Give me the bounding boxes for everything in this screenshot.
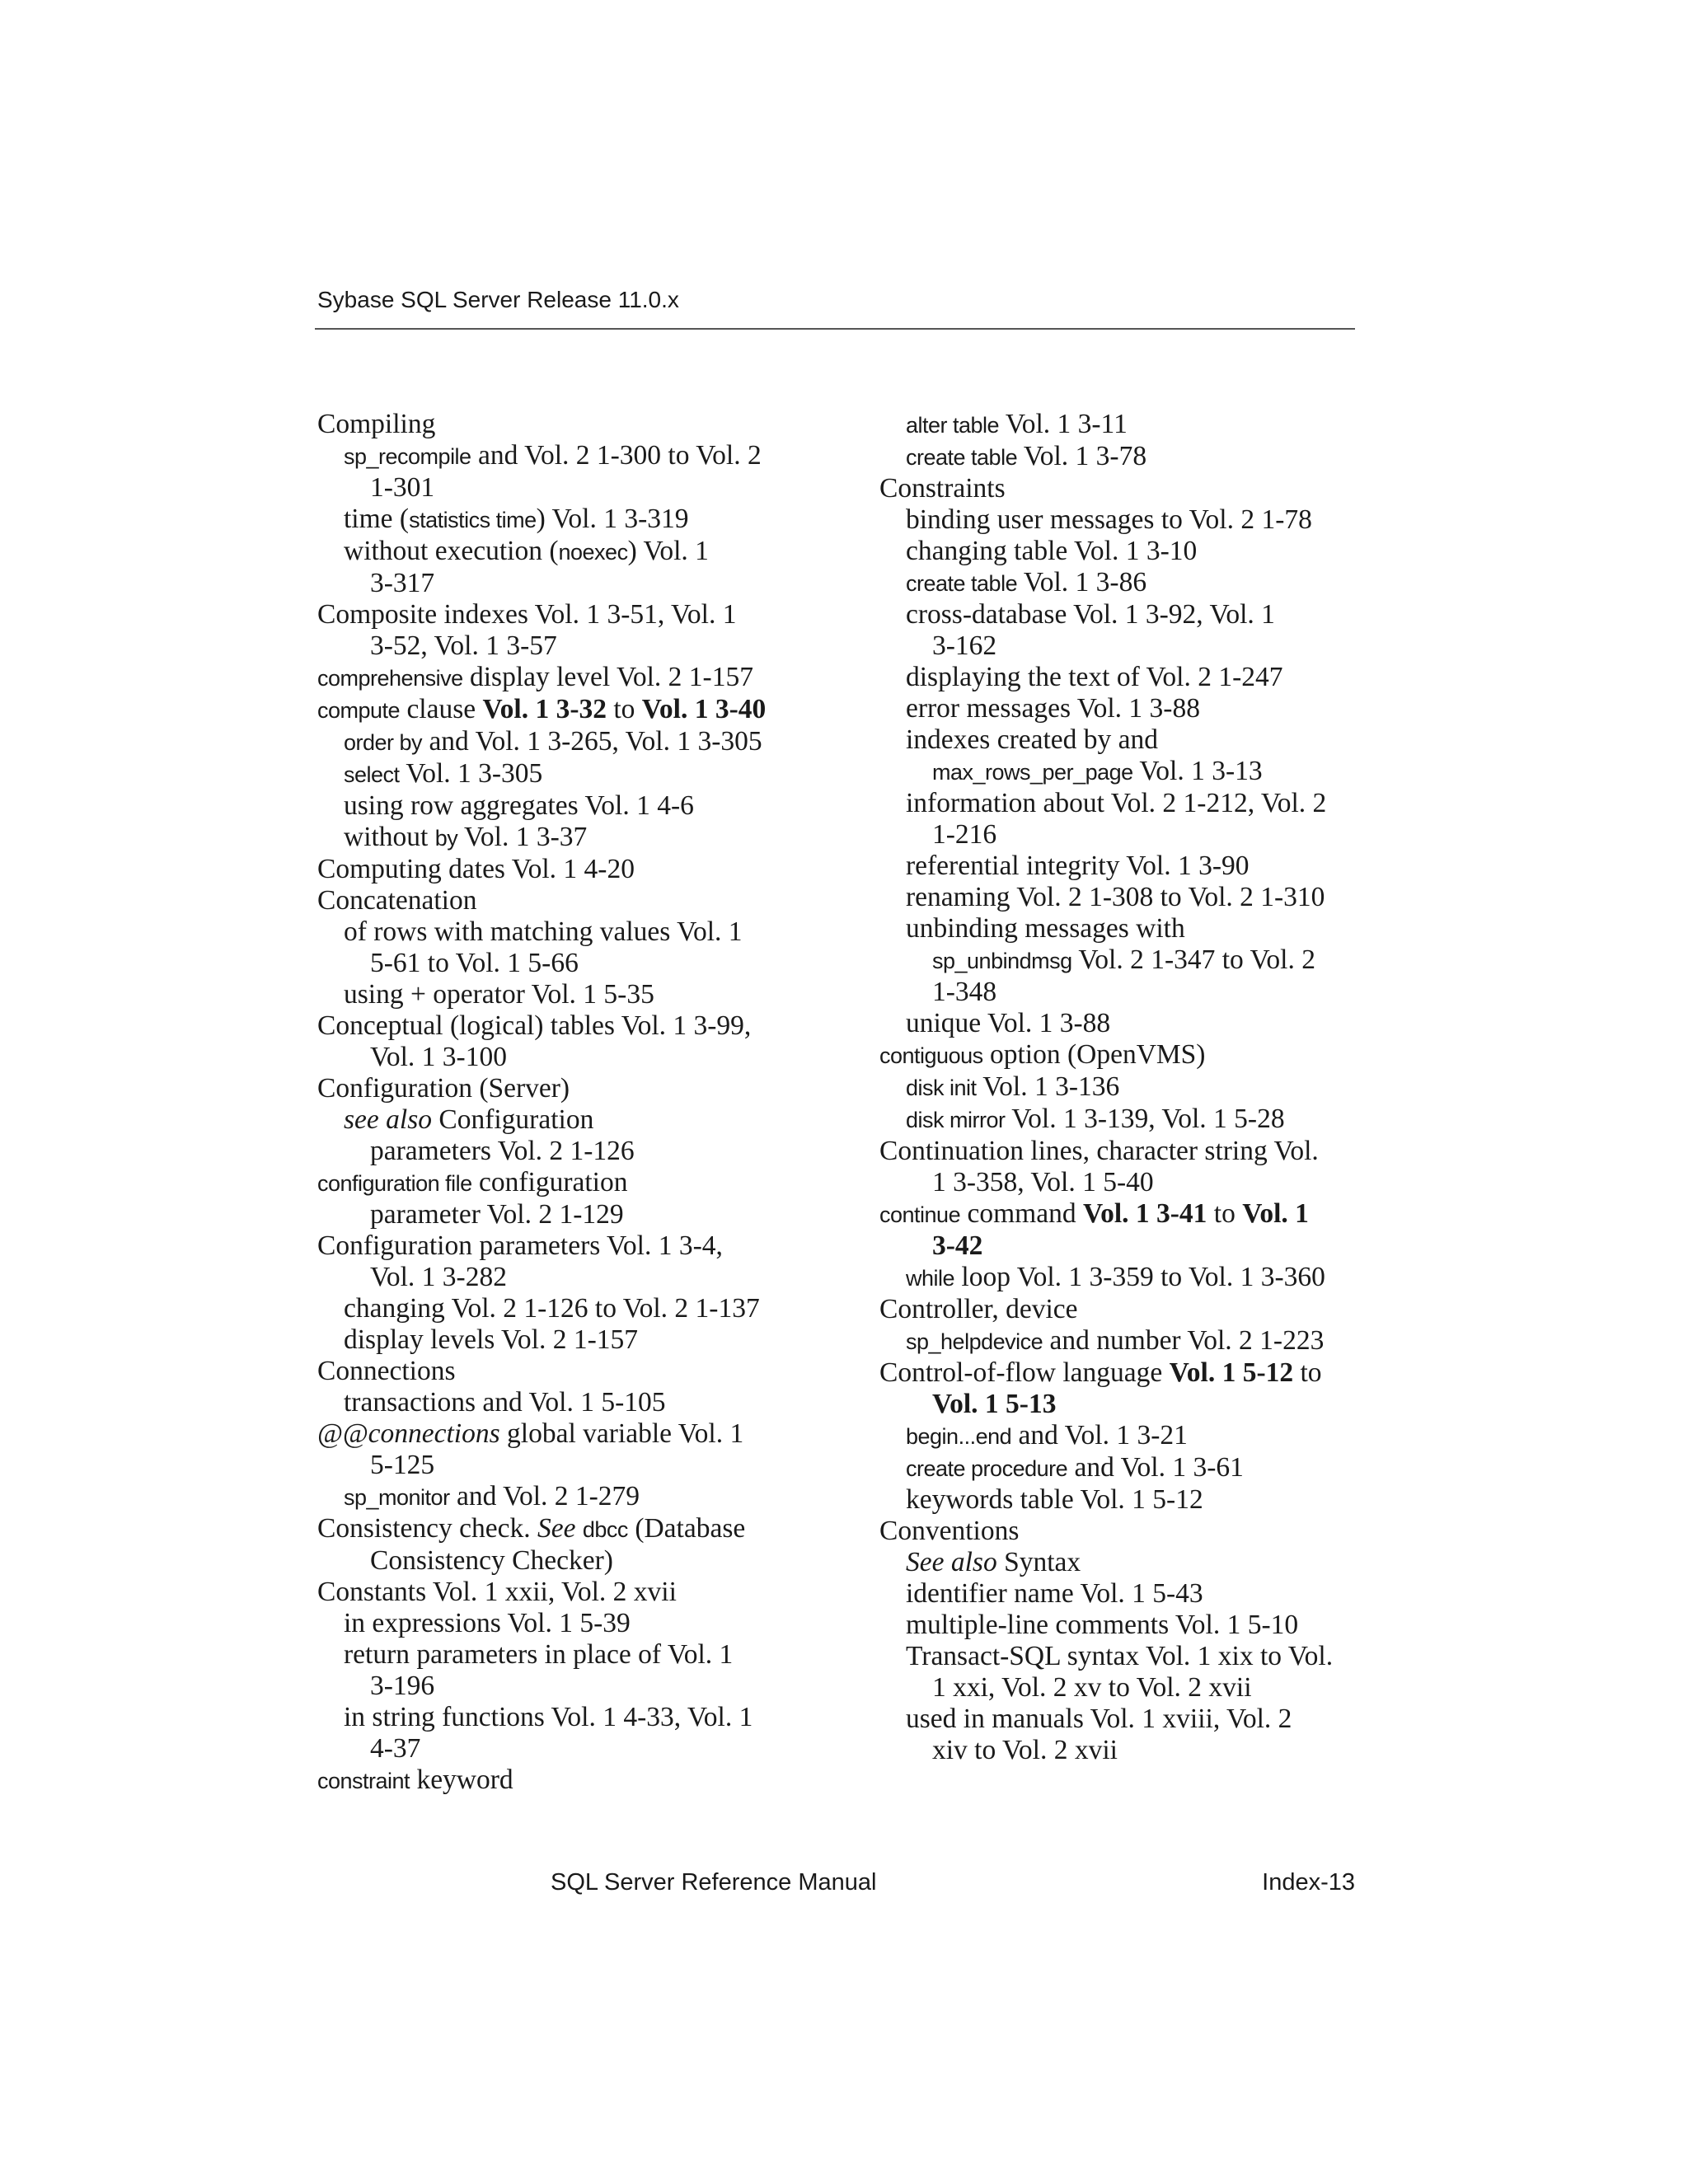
index-text: ) Vol. 1 (627, 536, 709, 566)
index-text: without execution ( (344, 536, 559, 566)
index-text: Vol. 1 3-100 (370, 1042, 507, 1072)
index-entry (879, 1484, 1366, 1516)
index-entry (317, 694, 812, 726)
index-text: 1 3-358, Vol. 1 5-40 (932, 1167, 1154, 1197)
index-keyword: statistics time (409, 508, 537, 532)
index-keyword: contiguous (879, 1043, 983, 1068)
index-keyword: sp_helpdevice (906, 1329, 1043, 1354)
index-text: return parameters in place of Vol. 1 (344, 1639, 734, 1670)
index-text: see also (344, 1104, 432, 1135)
index-text: (Database (627, 1513, 746, 1544)
index-text: referential integrity Vol. 1 3-90 (906, 851, 1250, 881)
index-entry (879, 851, 1366, 882)
index-text: 5-61 to Vol. 1 5-66 (370, 948, 579, 978)
index-text: 1 xxi, Vol. 2 xv to Vol. 2 xvii (932, 1672, 1252, 1703)
index-entry (879, 788, 1366, 819)
index-entry (879, 819, 1366, 851)
index-entry (879, 1230, 1366, 1262)
index-keyword: sp_recompile (344, 444, 471, 469)
footer-page-number: Index-13 (1262, 1869, 1355, 1896)
index-keyword: create table (906, 445, 1018, 470)
index-keyword: order by (344, 730, 423, 755)
index-entry (317, 1671, 812, 1702)
index-text: used in manuals Vol. 1 xviii, Vol. 2 (906, 1704, 1292, 1734)
index-text: and Vol. 1 3-21 (1011, 1420, 1188, 1451)
index-entry (879, 1039, 1366, 1071)
index-text: Vol. 1 5-13 (932, 1389, 1057, 1419)
index-text: Vol. 1 3-32 (482, 694, 607, 724)
index-column-right (879, 409, 1366, 1766)
index-entry (879, 1420, 1366, 1452)
index-text: without (344, 822, 435, 852)
index-keyword: disk init (906, 1076, 977, 1100)
index-text: global variable Vol. 1 (499, 1418, 744, 1449)
index-keyword: begin...end (906, 1424, 1012, 1449)
index-entry (317, 790, 812, 822)
index-text: Continuation lines, character string Vol. (879, 1136, 1319, 1166)
index-entry (317, 1481, 812, 1513)
index-entry (879, 1641, 1366, 1672)
index-text: 3-196 (370, 1671, 435, 1701)
index-entry (879, 409, 1366, 441)
index-entry (317, 662, 812, 694)
index-entry (317, 568, 812, 599)
index-text: and Vol. 2 1-279 (449, 1481, 640, 1511)
index-text: Control-of-flow language (879, 1357, 1170, 1388)
index-entry (879, 913, 1366, 944)
index-text: Vol. 1 3-78 (1017, 441, 1147, 471)
index-text: Consistency check. (317, 1513, 538, 1544)
index-column-left (317, 409, 812, 1797)
index-entry (317, 1387, 812, 1418)
index-text: changing table Vol. 1 3-10 (906, 536, 1198, 566)
index-entry (317, 1418, 812, 1450)
index-entry (879, 504, 1366, 536)
index-text: keywords table Vol. 1 5-12 (906, 1484, 1203, 1515)
index-text: 3-317 (370, 568, 435, 598)
index-entry (317, 1765, 812, 1797)
index-entry (879, 536, 1366, 567)
index-text: of rows with matching values Vol. 1 (344, 916, 743, 947)
index-entry (879, 441, 1366, 473)
index-text: Vol. 1 3-13 (1132, 756, 1263, 786)
index-text: Consistency Checker) (370, 1545, 613, 1576)
index-text: 4-37 (370, 1733, 421, 1764)
index-entry (317, 1356, 812, 1387)
index-entry (879, 1452, 1366, 1484)
index-keyword: comprehensive (317, 666, 463, 691)
index-entry (317, 916, 812, 948)
index-entry (317, 1262, 812, 1293)
index-text: using row aggregates Vol. 1 4-6 (344, 790, 694, 821)
index-keyword: continue (879, 1202, 961, 1227)
index-text: Compiling (317, 409, 436, 439)
index-text: clause (400, 694, 483, 724)
index-keyword: create procedure (906, 1456, 1068, 1481)
index-keyword: dbcc (582, 1517, 628, 1542)
index-text: Conceptual (logical) tables Vol. 1 3-99, (317, 1010, 752, 1041)
index-text: 3-162 (932, 630, 997, 661)
index-text: display level Vol. 2 1-157 (462, 662, 753, 692)
index-entry (317, 948, 812, 979)
index-text: Vol. 1 3-305 (399, 758, 543, 789)
index-keyword: max_rows_per_page (932, 760, 1133, 785)
index-text: cross-database Vol. 1 3-92, Vol. 1 (906, 599, 1275, 630)
index-text: 3-42 (932, 1230, 983, 1261)
index-text: display levels Vol. 2 1-157 (344, 1324, 639, 1355)
index-entry (879, 1262, 1366, 1294)
index-entry (879, 1104, 1366, 1136)
index-text: unique Vol. 1 3-88 (906, 1008, 1111, 1038)
index-text: configuration (471, 1167, 628, 1197)
index-entry (879, 944, 1366, 977)
index-text: Vol. 1 3-41 (1082, 1198, 1207, 1229)
index-entry (879, 724, 1366, 756)
index-entry (317, 1230, 812, 1262)
index-text: Vol. 1 5-12 (1169, 1357, 1294, 1388)
index-entry (317, 1513, 812, 1545)
index-entry (879, 1735, 1366, 1766)
index-text: displaying the text of Vol. 2 1-247 (906, 662, 1283, 692)
index-entry (317, 1136, 812, 1167)
index-entry (879, 1071, 1366, 1104)
index-text: parameters Vol. 2 1-126 (370, 1136, 635, 1166)
index-entry (879, 756, 1366, 788)
index-text: Configuration parameters Vol. 1 3-4, (317, 1230, 723, 1261)
index-entry (317, 1577, 812, 1608)
index-text: Vol. 1 3-11 (999, 409, 1128, 439)
index-entry (879, 1610, 1366, 1641)
index-entry (317, 854, 812, 885)
index-entry (879, 1325, 1366, 1357)
index-text: keyword (410, 1765, 513, 1795)
index-text: 1-216 (932, 819, 997, 850)
index-text: Transact-SQL syntax Vol. 1 xix to Vol. (906, 1641, 1334, 1671)
index-text: identifier name Vol. 1 5-43 (906, 1578, 1203, 1609)
index-keyword: create table (906, 571, 1018, 596)
index-entry (879, 1389, 1366, 1420)
index-keyword: disk mirror (906, 1108, 1006, 1132)
index-text: Constants Vol. 1 xxii, Vol. 2 xvii (317, 1577, 677, 1607)
index-text: renaming Vol. 2 1-308 to Vol. 2 1-310 (906, 882, 1325, 912)
index-text: Vol. 1 (1242, 1198, 1309, 1229)
index-text: Vol. 1 3-139, Vol. 1 5-28 (1005, 1104, 1285, 1134)
index-text: 5-125 (370, 1450, 435, 1480)
index-text: Composite indexes Vol. 1 3-51, Vol. 1 (317, 599, 737, 630)
index-entry (879, 630, 1366, 662)
index-text: Computing dates Vol. 1 4-20 (317, 854, 635, 884)
index-entry (879, 882, 1366, 913)
index-text: Conventions (879, 1516, 1020, 1546)
index-entry (317, 1545, 812, 1577)
index-entry (879, 1198, 1366, 1230)
header-rule (315, 328, 1355, 330)
index-entry (879, 977, 1366, 1008)
index-text: Configuration (432, 1104, 594, 1135)
index-entry (317, 504, 812, 536)
index-entry (317, 472, 812, 504)
index-text: option (OpenVMS) (982, 1039, 1206, 1070)
index-entry (879, 1294, 1366, 1325)
index-text: @@connections (317, 1418, 500, 1449)
index-entry (317, 1639, 812, 1671)
index-entry (317, 885, 812, 916)
index-text: Vol. 1 3-86 (1017, 567, 1147, 598)
index-text: 3-52, Vol. 1 3-57 (370, 630, 557, 661)
index-text: Vol. 1 3-282 (370, 1262, 507, 1292)
index-entry (879, 1357, 1366, 1389)
index-text: time ( (344, 504, 410, 534)
index-keyword: constraint (317, 1769, 410, 1793)
index-entry (879, 1672, 1366, 1704)
index-entry (317, 1450, 812, 1481)
index-entry (879, 567, 1366, 599)
index-entry (317, 536, 812, 568)
index-text: in expressions Vol. 1 5-39 (344, 1608, 631, 1638)
index-keyword: by (434, 826, 458, 851)
index-text: See (537, 1513, 576, 1544)
index-text: to (606, 694, 642, 724)
index-entry (879, 1704, 1366, 1735)
index-text: transactions and Vol. 1 5-105 (344, 1387, 666, 1418)
index-entry (879, 1547, 1366, 1578)
index-text: Vol. 1 3-37 (457, 822, 588, 852)
index-entry (317, 979, 812, 1010)
index-text: ) Vol. 1 3-319 (536, 504, 689, 534)
index-entry (317, 1104, 812, 1136)
index-entry (317, 409, 812, 440)
index-text: Vol. 1 3-40 (641, 694, 767, 724)
index-entry (317, 758, 812, 790)
index-text: binding user messages to Vol. 2 1-78 (906, 504, 1312, 535)
index-text: xiv to Vol. 2 xvii (932, 1735, 1118, 1765)
index-keyword: compute (317, 698, 401, 723)
index-text: parameter Vol. 2 1-129 (370, 1199, 624, 1230)
index-entry (317, 1702, 812, 1733)
index-entry (317, 1010, 812, 1042)
index-entry (879, 662, 1366, 693)
index-text: Vol. 2 1-347 to Vol. 2 (1071, 944, 1315, 975)
index-entry (317, 1073, 812, 1104)
index-text: unbinding messages with (906, 913, 1185, 944)
index-keyword: sp_unbindmsg (932, 949, 1072, 973)
index-entry (879, 693, 1366, 724)
index-entry (317, 1293, 812, 1324)
index-entry (879, 599, 1366, 630)
index-text: Syntax (996, 1547, 1081, 1577)
index-text: and number Vol. 2 1-223 (1043, 1325, 1325, 1356)
index-entry (317, 1608, 812, 1639)
index-keyword: sp_monitor (344, 1485, 450, 1510)
index-text: information about Vol. 2 1-212, Vol. 2 (906, 788, 1327, 818)
index-entry (317, 822, 812, 854)
index-text: error messages Vol. 1 3-88 (906, 693, 1200, 724)
index-keyword: noexec (558, 540, 628, 565)
index-keyword: alter table (906, 413, 1000, 438)
index-entry (317, 1167, 812, 1199)
index-text (576, 1513, 583, 1544)
index-text: Constraints (879, 473, 1006, 504)
index-text: indexes created by and (906, 724, 1159, 755)
index-text: Concatenation (317, 885, 477, 916)
index-entry (317, 1042, 812, 1073)
index-text: 1-348 (932, 977, 997, 1007)
index-text: loop Vol. 1 3-359 to Vol. 1 3-360 (954, 1262, 1325, 1292)
index-entry (879, 473, 1366, 504)
index-text: to (1293, 1357, 1322, 1388)
index-text: multiple-line comments Vol. 1 5-10 (906, 1610, 1299, 1640)
index-text: 1-301 (370, 472, 435, 503)
index-text: Controller, device (879, 1294, 1078, 1324)
index-text: Connections (317, 1356, 456, 1386)
index-entry (879, 1578, 1366, 1610)
index-text: in string functions Vol. 1 4-33, Vol. 1 (344, 1702, 753, 1732)
index-entry (317, 1324, 812, 1356)
index-entry (879, 1008, 1366, 1039)
index-text: See also (906, 1547, 997, 1577)
index-entry (317, 1199, 812, 1230)
index-text: command (960, 1198, 1083, 1229)
index-text: and Vol. 1 3-61 (1067, 1452, 1244, 1483)
index-entry (317, 1733, 812, 1765)
index-entry (879, 1167, 1366, 1198)
index-text: and Vol. 2 1-300 to Vol. 2 (471, 440, 762, 471)
index-entry (317, 440, 812, 472)
index-entry (317, 726, 812, 758)
running-header: Sybase SQL Server Release 11.0.x (317, 287, 679, 312)
index-keyword: while (906, 1266, 955, 1291)
index-entry (317, 630, 812, 662)
index-text: using + operator Vol. 1 5-35 (344, 979, 654, 1010)
index-text: to (1207, 1198, 1243, 1229)
index-text: and Vol. 1 3-265, Vol. 1 3-305 (422, 726, 762, 757)
index-entry (879, 1136, 1366, 1167)
footer-manual-title: SQL Server Reference Manual (551, 1869, 877, 1896)
index-keyword: select (344, 762, 400, 787)
index-text: Vol. 1 3-136 (976, 1071, 1120, 1102)
index-entry (317, 599, 812, 630)
index-text: changing Vol. 2 1-126 to Vol. 2 1-137 (344, 1293, 760, 1324)
index-text: Configuration (Server) (317, 1073, 570, 1104)
index-keyword: configuration file (317, 1171, 472, 1196)
index-entry (879, 1516, 1366, 1547)
